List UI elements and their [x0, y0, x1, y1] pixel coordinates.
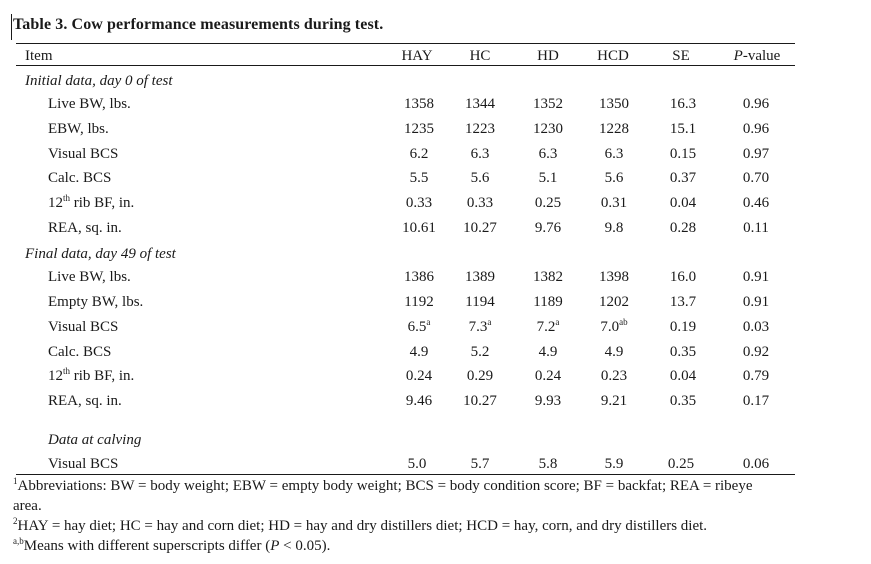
footnote-text-end: < 0.05).: [279, 538, 331, 554]
cell-value: 6.5: [407, 319, 427, 335]
cell-hay: 0.33: [405, 195, 433, 211]
top-rule: [16, 43, 795, 44]
cell-hc: 0.29: [466, 368, 494, 384]
cell-hc: 5.7: [470, 456, 490, 472]
row-label-rest: rib BF, in.: [70, 368, 135, 384]
cell-hay: 0.24: [405, 368, 433, 384]
cell-p: 0.06: [742, 456, 770, 472]
cell-hc: 5.6: [470, 170, 490, 186]
row-label-number: 12: [48, 368, 63, 384]
row-label: REA, sq. in.: [48, 393, 122, 409]
cell-hcd: 9.8: [604, 220, 624, 236]
cell-value: 7.2: [536, 319, 556, 335]
cell-hd: 0.24: [534, 368, 562, 384]
cell-hd: 1189: [533, 294, 563, 310]
cell-hcd: 0.23: [600, 368, 628, 384]
cell-value: 7.3: [468, 319, 488, 335]
cell-hcd: 5.9: [604, 456, 624, 472]
footnote-marker: a,b: [13, 536, 24, 546]
row-label: REA, sq. in.: [48, 220, 122, 236]
row-label: Visual BCS: [48, 319, 119, 335]
cell-hay: 1386: [404, 269, 434, 285]
cell-hd: 5.8: [538, 456, 558, 472]
cell-hc: 1194: [465, 294, 495, 310]
cell-hd: 4.9: [538, 344, 558, 360]
cell-hcd: 0.31: [600, 195, 628, 211]
cell-hd: [537, 318, 560, 336]
cell-hay: 10.61: [402, 220, 436, 236]
header-p-suffix: -value: [742, 48, 781, 64]
cell-se: 0.15: [669, 146, 697, 162]
cell-hcd: 5.6: [604, 170, 624, 186]
cell-hc: 1344: [465, 96, 495, 112]
cell-hc: 5.2: [470, 344, 490, 360]
cell-hc: 1389: [465, 269, 495, 285]
cell-hc: 6.3: [470, 146, 490, 162]
row-label-rest: rib BF, in.: [70, 195, 135, 211]
cell-se: 0.04: [669, 195, 697, 211]
cell-hcd: [600, 318, 627, 336]
cell-hc: 1223: [465, 121, 495, 137]
cell-superscript: a: [426, 317, 431, 327]
cell-se: 0.37: [669, 170, 697, 186]
footnote-marker: 1: [13, 476, 18, 486]
row-label-sup: th: [63, 366, 71, 376]
cell-hcd: 4.9: [604, 344, 624, 360]
cell-se: 13.7: [669, 294, 697, 310]
cell-p: 0.91: [742, 269, 770, 285]
header-item: Item: [25, 48, 53, 64]
row-label: Visual BCS: [48, 456, 119, 472]
footnote-text: Means with different superscripts differ (: [23, 538, 271, 554]
cell-hay: 9.46: [405, 393, 433, 409]
cell-p: 0.92: [742, 344, 770, 360]
row-label: Empty BW, lbs.: [48, 294, 144, 310]
cell-hd: 1230: [533, 121, 563, 137]
header-p-value: [734, 47, 781, 65]
row-label: Calc. BCS: [48, 170, 112, 186]
cell-se: 16.0: [669, 269, 697, 285]
cell-p: 0.97: [742, 146, 770, 162]
section-calving-label: Data at calving: [48, 432, 142, 448]
cell-p: 0.91: [742, 294, 770, 310]
header-hc: HC: [469, 48, 491, 64]
cell-p: 0.17: [742, 393, 770, 409]
cell-hd: 6.3: [538, 146, 558, 162]
row-label: Visual BCS: [48, 146, 119, 162]
row-label: [48, 367, 134, 385]
cell-superscript: ab: [619, 317, 628, 327]
footnote-text: HAY = hay diet; HC = hay and corn diet; HD = hay and dry distillers diet; HCD = hay, corn, and dry distillers diet.: [17, 518, 708, 534]
cell-hay: [408, 318, 431, 336]
cell-p: 0.96: [742, 96, 770, 112]
cell-p: 0.70: [742, 170, 770, 186]
cell-superscript: a: [555, 317, 560, 327]
cell-se: 0.25: [667, 456, 695, 472]
cell-hd: 1352: [533, 96, 563, 112]
section-final-label: Final data, day 49 of test: [25, 246, 176, 262]
cell-hay: 6.2: [409, 146, 429, 162]
cell-se: 15.1: [669, 121, 697, 137]
footnote-superscripts: [13, 537, 330, 555]
footnote-abbreviations: [13, 477, 753, 495]
row-label: Live BW, lbs.: [48, 96, 131, 112]
cell-hd: 9.93: [534, 393, 562, 409]
cell-p: 0.11: [743, 220, 769, 236]
header-hd: HD: [537, 48, 559, 64]
cell-se: 0.19: [669, 319, 697, 335]
header-se: SE: [672, 48, 690, 64]
bottom-rule: [16, 474, 795, 475]
row-label-number: 12: [48, 195, 63, 211]
cell-hay: 1235: [404, 121, 434, 137]
header-rule: [16, 65, 795, 66]
footnote-p-italic: P: [270, 538, 280, 554]
cell-hcd: 9.21: [600, 393, 628, 409]
cell-hd: 9.76: [534, 220, 562, 236]
cell-hd: 5.1: [538, 170, 558, 186]
table-title: Table 3. Cow performance measurements during test.: [13, 16, 384, 33]
cell-hc: 10.27: [463, 220, 497, 236]
title-cursor-bar: [11, 14, 12, 40]
cell-p: 0.03: [742, 319, 770, 335]
row-label: EBW, lbs.: [48, 121, 109, 137]
cell-hcd: 1398: [599, 269, 629, 285]
cell-se: 0.28: [669, 220, 697, 236]
cell-hay: 5.5: [409, 170, 429, 186]
cell-hc: 10.27: [463, 393, 497, 409]
footnote-abbreviations-continued: area.: [13, 498, 42, 514]
row-label: Live BW, lbs.: [48, 269, 131, 285]
section-initial-label: Initial data, day 0 of test: [25, 73, 173, 89]
cell-superscript: a: [487, 317, 492, 327]
cell-se: 0.04: [669, 368, 697, 384]
cell-se: 0.35: [669, 393, 697, 409]
footnote-diets: [13, 517, 707, 535]
cell-hcd: 1350: [599, 96, 629, 112]
cell-value: 7.0: [600, 319, 620, 335]
cell-hay: 5.0: [407, 456, 427, 472]
cell-hc: 0.33: [466, 195, 494, 211]
cell-se: 0.35: [669, 344, 697, 360]
footnote-text: Abbreviations: BW = body weight; EBW = empty body weight; BCS = body condition score; BF = backfat; REA = ribeye: [17, 478, 753, 494]
cell-hay: 1192: [404, 294, 434, 310]
cell-hay: 4.9: [409, 344, 429, 360]
cell-hay: 1358: [404, 96, 434, 112]
cell-hd: 1382: [533, 269, 563, 285]
cell-se: 16.3: [669, 96, 697, 112]
row-label: Calc. BCS: [48, 344, 112, 360]
cell-p: 0.96: [742, 121, 770, 137]
cell-hc: [469, 318, 492, 336]
cell-p: 0.79: [742, 368, 770, 384]
header-p-italic: P: [733, 48, 743, 64]
footnote-marker: 2: [13, 516, 18, 526]
cell-hd: 0.25: [534, 195, 562, 211]
header-hcd: HCD: [597, 48, 629, 64]
row-label: [48, 194, 134, 212]
cell-hcd: 1202: [599, 294, 629, 310]
cell-p: 0.46: [742, 195, 770, 211]
cell-hcd: 6.3: [604, 146, 624, 162]
header-hay: HAY: [401, 48, 433, 64]
row-label-sup: th: [63, 193, 71, 203]
cell-hcd: 1228: [599, 121, 629, 137]
